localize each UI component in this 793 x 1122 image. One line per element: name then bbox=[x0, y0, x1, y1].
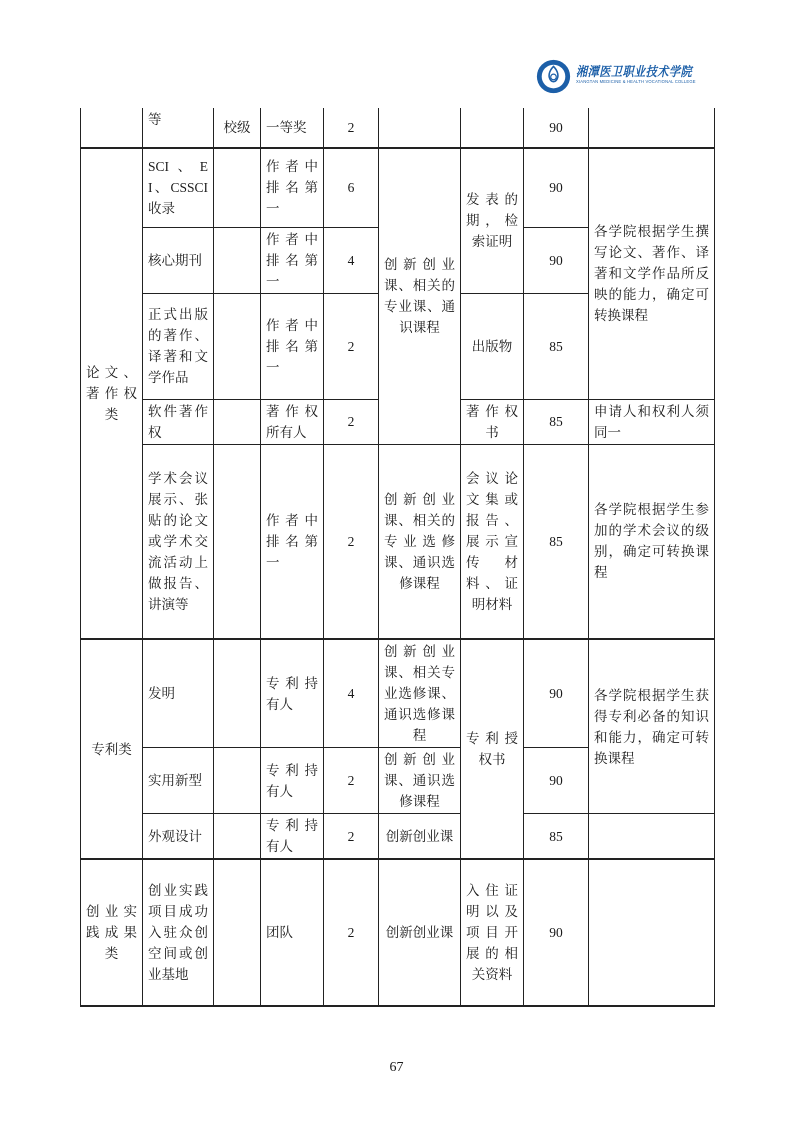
cell-score: 85 bbox=[524, 444, 589, 639]
cell-level bbox=[214, 148, 261, 227]
cell-level bbox=[214, 444, 261, 639]
cell-credit: 2 bbox=[324, 814, 379, 860]
college-name-block bbox=[576, 59, 711, 85]
college-seal-icon bbox=[536, 59, 571, 94]
cell-score: 90 bbox=[524, 148, 589, 227]
cell-evidence: 会议论文集或报告、展示宣传材料、证明材料 bbox=[461, 444, 524, 639]
cell-note: 各学院根据学生获得专利必备的知识和能力，确定可转换课程 bbox=[589, 639, 715, 814]
cell-course: 创新创业课、通识选修课程 bbox=[379, 748, 461, 814]
cell-note: 申请人和权利人须同一 bbox=[589, 399, 715, 444]
cell-credit: 2 bbox=[324, 108, 379, 148]
table-row-academic-conference bbox=[81, 444, 715, 639]
cell-course: 创新创业课 bbox=[379, 859, 461, 1006]
table-row-sci bbox=[81, 148, 715, 227]
table-row-continuation bbox=[81, 108, 715, 148]
cell-credit: 2 bbox=[324, 444, 379, 639]
cell-item: 创业实践项目成功入驻众创空间或创业基地 bbox=[143, 859, 214, 1006]
cell-item: SCI、EI、CSSCI收录 bbox=[143, 148, 214, 227]
cell-note: 各学院根据学生参加的学术会议的级别，确定可转换课程 bbox=[589, 444, 715, 639]
cell-evidence bbox=[461, 108, 524, 148]
cell-level bbox=[214, 748, 261, 814]
cell-score: 90 bbox=[524, 639, 589, 748]
cell-score: 85 bbox=[524, 814, 589, 860]
cell-role: 专利持有人 bbox=[261, 814, 324, 860]
cell-item: 实用新型 bbox=[143, 748, 214, 814]
page-number: 67 bbox=[389, 1060, 404, 1075]
cell-category bbox=[81, 108, 143, 148]
cell-course: 创新创业课、相关专业选修课、通识选修课程 bbox=[379, 639, 461, 748]
cell-role: 专利持有人 bbox=[261, 748, 324, 814]
cell-course: 创新创业课 bbox=[379, 814, 461, 860]
cell-evidence: 入住证明以及项目开展的相关资料 bbox=[461, 859, 524, 1006]
cell-role: 作者中排名第一 bbox=[261, 444, 324, 639]
college-name-en: XIANGTAN MEDICINE & HEALTH VOCATIONAL COLLEGE bbox=[576, 79, 696, 84]
cell-item: 外观设计 bbox=[143, 814, 214, 860]
cell-role: 一等奖 bbox=[261, 108, 324, 148]
cell-note bbox=[589, 814, 715, 860]
cell-credit: 6 bbox=[324, 148, 379, 227]
cell-score: 90 bbox=[524, 227, 589, 293]
cell-credit: 4 bbox=[324, 227, 379, 293]
table-row-design-patent bbox=[81, 814, 715, 860]
cell-role: 作者中排名第一 bbox=[261, 148, 324, 227]
cell-level bbox=[214, 227, 261, 293]
cell-credit: 2 bbox=[324, 859, 379, 1006]
cell-credit: 2 bbox=[324, 293, 379, 399]
cell-score: 85 bbox=[524, 293, 589, 399]
college-logo bbox=[536, 59, 711, 94]
cell-role: 团队 bbox=[261, 859, 324, 1006]
cell-note bbox=[589, 859, 715, 1006]
cell-level bbox=[214, 293, 261, 399]
cell-evidence: 出版物 bbox=[461, 293, 524, 399]
cell-evidence: 发表的期，检索证明 bbox=[461, 148, 524, 293]
cell-item: 正式出版的著作、译著和文学作品 bbox=[143, 293, 214, 399]
college-name-zh: 湘潭医卫职业技术学院 bbox=[576, 64, 693, 79]
cell-note bbox=[589, 108, 715, 148]
cell-score: 90 bbox=[524, 748, 589, 814]
cell-category-patents: 专利类 bbox=[81, 639, 143, 859]
cell-item: 学术会议展示、张贴的论文或学术交流活动上做报告、讲演等 bbox=[143, 444, 214, 639]
cell-category-entrepreneurship: 创业实践成果类 bbox=[81, 859, 143, 1006]
cell-item: 等 bbox=[143, 108, 214, 148]
cell-item: 发明 bbox=[143, 639, 214, 748]
cell-course: 创新创业课、相关的专业选修课、通识选修课程 bbox=[379, 444, 461, 639]
cell-score: 90 bbox=[524, 859, 589, 1006]
cell-item: 软件著作权 bbox=[143, 399, 214, 444]
table-row-entrepreneurship bbox=[81, 859, 715, 1006]
cell-role: 作者中排名第一 bbox=[261, 227, 324, 293]
cell-level: 校级 bbox=[214, 108, 261, 148]
cell-credit: 2 bbox=[324, 748, 379, 814]
cell-score: 90 bbox=[524, 108, 589, 148]
cell-course: 创新创业课、相关的专业课、通识课程 bbox=[379, 148, 461, 444]
cell-credit: 4 bbox=[324, 639, 379, 748]
cell-evidence: 专利授权书 bbox=[461, 639, 524, 859]
cell-role: 专利持有人 bbox=[261, 639, 324, 748]
cell-item: 核心期刊 bbox=[143, 227, 214, 293]
cell-level bbox=[214, 859, 261, 1006]
cell-role: 著作权所有人 bbox=[261, 399, 324, 444]
cell-level bbox=[214, 639, 261, 748]
cell-note: 各学院根据学生撰写论文、著作、译著和文学作品所反映的能力，确定可转换课程 bbox=[589, 148, 715, 399]
credit-conversion-table bbox=[80, 108, 715, 1007]
cell-level bbox=[214, 814, 261, 860]
cell-score: 85 bbox=[524, 399, 589, 444]
cell-credit: 2 bbox=[324, 399, 379, 444]
cell-role: 作者中排名第一 bbox=[261, 293, 324, 399]
cell-evidence: 著作权书 bbox=[461, 399, 524, 444]
cell-course bbox=[379, 108, 461, 148]
cell-category-papers: 论文、著作权类 bbox=[81, 148, 143, 639]
cell-level bbox=[214, 399, 261, 444]
table-row-invention-patent bbox=[81, 639, 715, 748]
